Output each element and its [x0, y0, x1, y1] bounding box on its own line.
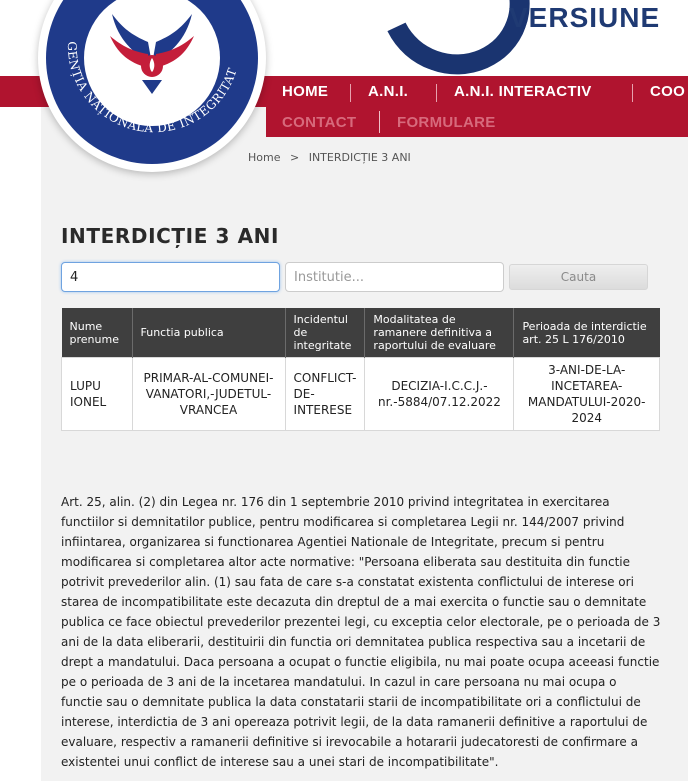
nav-ani-interactiv[interactable]: A.N.I. INTERACTIV [454, 83, 592, 100]
nav-contact[interactable]: CONTACT [282, 114, 357, 131]
nav-separator [379, 111, 380, 133]
cell-modality: DECIZIA-I.C.C.J.-nr.-5884/07.12.2022 [365, 358, 514, 431]
breadcrumb-home[interactable]: Home [248, 151, 281, 164]
logo-ring-text: GENȚIA NAȚIONALĂ DE INTEGRITAT [64, 41, 240, 136]
name-search-input[interactable] [61, 262, 280, 292]
nav-separator [350, 84, 351, 102]
column-header-name: Nume prenume [62, 308, 133, 358]
eagle-emblem-icon [38, 0, 266, 172]
results-table [61, 308, 660, 431]
cell-name: LUPU IONEL [62, 358, 133, 431]
nav-ani[interactable]: A.N.I. [368, 83, 409, 100]
nav-separator [632, 84, 633, 102]
article-text: Art. 25, alin. (2) din Legea nr. 176 din 1 septembrie 2010 privind integritatea in exercitarea functiilor si demnitatilor publice, pentru modificarea si completarea Legii nr. 144/2007 privind infiintarea, organizarea si functionarea Agentiei Nationale de Integritate, precum si pentru modificarea si completarea altor acte normative: "Persoana eliberata sau destituita din functie potrivit prevederilor alin. (1) sau fata de care s-a constatat existenta conflictului de interese ori starea de incompatibilitate este decazuta din dreptul de a mai exercita o functie sau o demnitate publica ce face obiectul prevederilor prezentei legi, cu exceptia celor electorale, pe o perioada de 3 ani de la data eliberarii, destituirii din functia ori demnitatea publica respectiva sau a incetarii de drept a mandatului. Daca persoana a ocupat o functie eligibila, nu mai poate ocupa aceeasi functie pe o perioada de 3 ani de la incetarea mandatului. In cazul in care persoana nu mai ocupa o functie sau o demnitate publica la data constatarii starii de incompatibilitate ori a conflictului de interese, interdictia de 3 ani opereaza potrivit legii, de la data ramanerii definitive a raportului de evaluare, respectiv a ramanerii definitive si irevocabile a hotararii judecatoresti de confirmare a existentei unui conflict de interese sau a unei stari de incompatibilitate". [61, 495, 661, 769]
table-row [62, 358, 660, 431]
nav-coo[interactable]: COO [650, 83, 686, 100]
svg-text:AGENȚIA NAȚIONALĂ DE INTEGRITA [38, 0, 240, 135]
column-header-period: Perioada de interdictie art. 25 L 176/2010 [514, 308, 660, 358]
search-button[interactable]: Cauta [509, 264, 648, 290]
table-header-row [62, 308, 660, 358]
institution-search-input[interactable] [285, 262, 504, 292]
cell-period: 3-ANI-DE-LA-INCETAREA-MANDATULUI-2020-2024 [514, 358, 660, 431]
nav-formulare[interactable]: FORMULARE [397, 114, 496, 131]
svg-text:ROMANIA [101, 0, 203, 2]
ani-logo[interactable] [38, 0, 266, 172]
breadcrumb-separator: > [289, 151, 300, 164]
column-header-incident: Incidentul de integritate [285, 308, 365, 358]
column-header-function: Functia publica [132, 308, 285, 358]
column-header-modality: Modalitatea de ramanere definitiva a raportului de evaluare [365, 308, 514, 358]
breadcrumb-current: INTERDICȚIE 3 ANI [308, 151, 411, 164]
page-title: INTERDICȚIE 3 ANI [61, 224, 280, 248]
cell-incident: CONFLICT-DE-INTERESE [285, 358, 365, 431]
breadcrumb [248, 151, 417, 164]
cell-function: PRIMAR-AL-COMUNEI-VANATORI,-JUDETUL-VRANCEA [132, 358, 285, 431]
nav-separator [436, 84, 437, 102]
nav-home[interactable]: HOME [282, 83, 329, 100]
logo-top-text [101, 0, 203, 2]
version-label: VERSIUNE [509, 2, 661, 33]
